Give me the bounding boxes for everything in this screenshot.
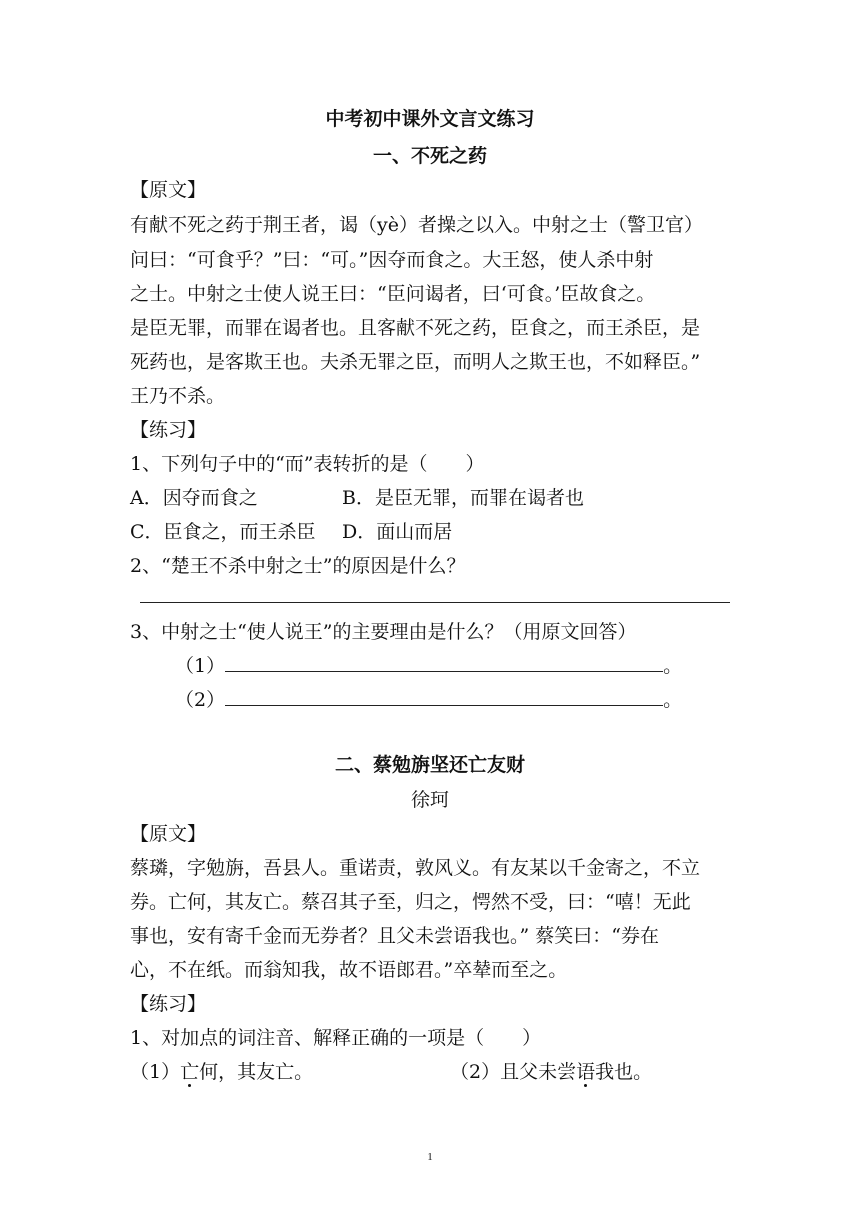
s1-text-line: 之士。中射之士使人说王曰：“臣问谒者，曰‘可食。’臣故食之。 <box>130 283 656 305</box>
s1-option-b: B．是臣无罪，而罪在谒者也 <box>342 487 584 509</box>
item-2-label: （2）且父未尝 <box>450 1061 577 1083</box>
section-2-title: 二、蔡勉旃坚还亡友财 <box>334 754 525 776</box>
item-1-label: （1） <box>130 1061 181 1083</box>
dotted-word: 亡 <box>180 1061 200 1083</box>
s2-yuanwen-tag: 【原文】 <box>130 823 207 845</box>
s1-option-a: A．因夺而食之 <box>130 487 258 509</box>
s2-text-line: 蔡璘，字勉旃，吾县人。重诺责，敦风义。有友某以千金寄之，不立 <box>130 857 701 879</box>
s1-text-line: 问曰：“可食乎？”曰：“可。”因夺而食之。大王怒，使人杀中射 <box>130 249 654 271</box>
answer-1-period: 。 <box>663 655 683 677</box>
s2-text-line: 券。亡何，其友亡。蔡召其子至，归之，愕然不受，曰：“嘻！无此 <box>130 891 691 913</box>
s1-option-d: D．面山而居 <box>342 521 453 543</box>
s1-yuanwen-tag: 【原文】 <box>130 179 207 201</box>
answer-line[interactable] <box>140 602 730 603</box>
section-2-author: 徐珂 <box>410 789 449 811</box>
section-1-title: 一、不死之药 <box>372 145 487 167</box>
s1-text-line: 王乃不杀。 <box>130 385 226 407</box>
s1-question-3: 3、中射之士“使人说王”的主要理由是什么？（用原文回答） <box>130 621 637 643</box>
s1-option-c: C．臣食之，而王杀臣 <box>130 521 316 543</box>
s2-lianxi-tag: 【练习】 <box>130 993 207 1015</box>
answer-2-label: （2） <box>175 689 226 711</box>
s1-question-2: 2、“楚王不杀中射之士”的原因是什么？ <box>130 555 466 577</box>
s1-text-line: 死药也，是客欺王也。夫杀无罪之臣，而明人之欺王也，不如释臣。” <box>130 351 701 373</box>
answer-2-period: 。 <box>663 689 683 711</box>
answer-1-blank[interactable] <box>225 653 663 672</box>
s2-text-line: 事也，安有寄千金而无券者？且父未尝语我也。” 蔡笑曰：“券在 <box>130 925 659 947</box>
s1-lianxi-tag: 【练习】 <box>130 419 207 441</box>
s2-text-line: 心，不在纸。而翁知我，故不语郎君。”卒辇而至之。 <box>130 959 568 981</box>
s1-answer-2-row <box>175 685 682 712</box>
s1-answer-1-row <box>175 651 682 678</box>
s2-question-1: 1、对加点的词注音、解释正确的一项是（ ） <box>130 1027 542 1049</box>
item-1-text: 何，其友亡。 <box>199 1061 314 1083</box>
answer-1-label: （1） <box>175 655 226 677</box>
item-2-text: 我也。 <box>595 1061 653 1083</box>
answer-2-blank[interactable] <box>225 687 663 706</box>
document-title: 中考初中课外文言文练习 <box>325 108 535 130</box>
s2-q1-item-1 <box>130 1057 313 1084</box>
dotted-word: 语 <box>576 1061 596 1083</box>
s1-text-line: 有献不死之药于荆王者，谒（yè）者操之以入。中射之士（警卫官） <box>130 214 703 236</box>
s1-question-1: 1、下列句子中的“而”表转折的是（ ） <box>130 453 485 475</box>
s1-text-line: 是臣无罪，而罪在谒者也。且客献不死之药，臣食之，而王杀臣，是 <box>130 317 701 339</box>
s2-q1-item-2 <box>450 1057 652 1084</box>
page-number: 1 <box>427 1151 433 1163</box>
